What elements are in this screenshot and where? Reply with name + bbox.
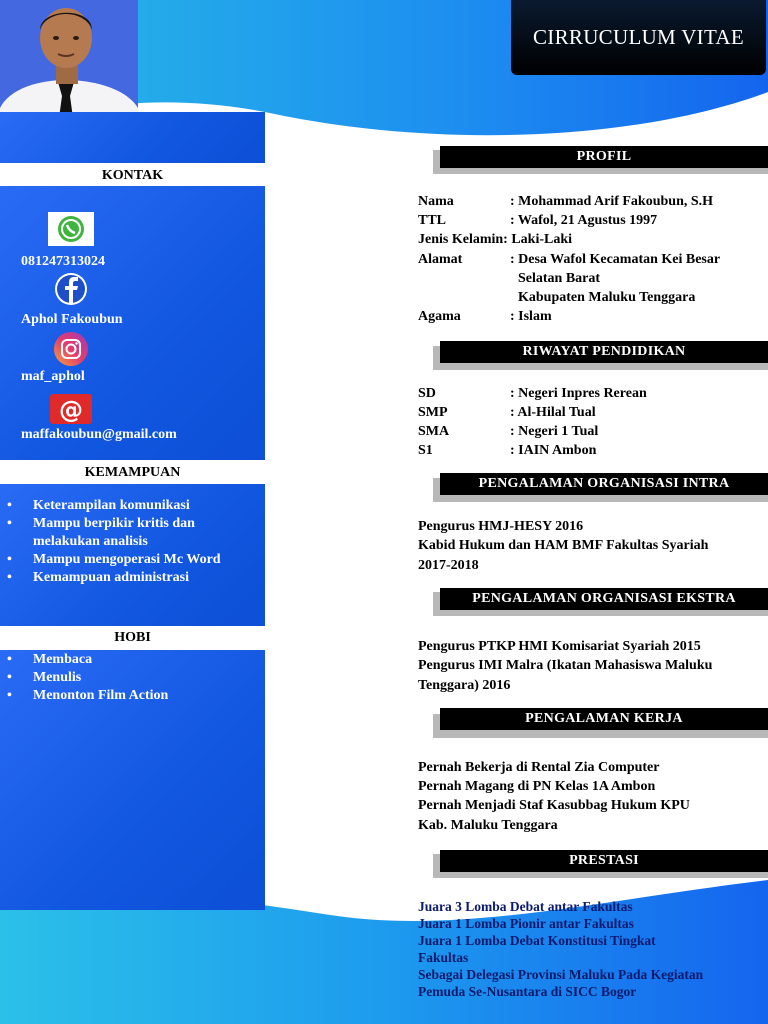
achievements-heading: PRESTASI (440, 850, 768, 872)
edu-level: SMA (418, 424, 450, 439)
email-icon (48, 392, 94, 426)
work-line: Pernah Bekerja di Rental Zia Computer (418, 760, 660, 775)
list-item: • Mampu berpikir kritis dan (0, 515, 221, 533)
skills-heading: KEMAMPUAN (84, 465, 181, 480)
work-line: Kab. Maluku Tenggara (418, 818, 558, 833)
instagram-handle[interactable]: maf_aphol (21, 369, 85, 384)
org-intra-line: Pengurus HMJ-HESY 2016 (418, 519, 584, 534)
org-intra-line: Kabid Hukum dan HAM BMF Fakultas Syariah (418, 538, 709, 553)
list-item-continuation: melakukan analisis (33, 534, 148, 549)
work-heading: PENGALAMAN KERJA (440, 708, 768, 730)
svg-text:@: @ (59, 396, 83, 424)
list-item: • Menonton Film Action (0, 687, 168, 705)
edu-school: : Negeri Inpres Rerean (510, 386, 647, 401)
whatsapp-icon (48, 212, 94, 246)
org-ekstra-line: Pengurus IMI Malra (Ikatan Mahasiswa Maluku (418, 658, 713, 673)
cv-title: CIRRUCULUM VITAE (511, 0, 766, 75)
work-line: Pernah Menjadi Staf Kasubbag Hukum KPU (418, 798, 690, 813)
achievement-line: Sebagai Delegasi Provinsi Maluku Pada Kegiatan (418, 967, 704, 982)
achievement-line: Juara 1 Lomba Debat Konstitusi Tingkat (418, 933, 656, 948)
skills-list (0, 497, 221, 587)
org-ekstra-heading: PENGALAMAN ORGANISASI EKSTRA (440, 588, 768, 610)
name-label: Nama (418, 194, 454, 209)
work-line: Pernah Magang di PN Kelas 1A Ambon (418, 779, 656, 794)
list-item (0, 533, 221, 551)
org-intra-line: 2017-2018 (418, 558, 479, 573)
edu-level: S1 (418, 443, 433, 458)
education-heading: RIWAYAT PENDIDIKAN (440, 341, 768, 363)
achievement-line: Fakultas (418, 950, 469, 965)
hobbies-list (0, 651, 168, 705)
gender-row: Jenis Kelamin: Laki-Laki (418, 232, 573, 247)
edu-school: : Al-Hilal Tual (510, 405, 596, 420)
list-item: • Mampu mengoperasi Mc Word (0, 551, 221, 569)
achievements-list (418, 898, 703, 1000)
achievement-line: Juara 1 Lomba Pionir antar Fakultas (418, 916, 634, 931)
org-intra-heading: PENGALAMAN ORGANISASI INTRA (440, 473, 768, 495)
list-item: • Membaca (0, 651, 168, 669)
profile-heading: PROFIL (440, 146, 768, 168)
email-address[interactable]: maffakoubun@gmail.com (21, 427, 177, 442)
address-label: Alamat (418, 252, 463, 267)
list-item: • Keterampilan komunikasi (0, 497, 221, 515)
religion-value: : Islam (510, 309, 552, 324)
edu-level: SMP (418, 405, 448, 420)
contact-heading: KONTAK (101, 168, 164, 183)
ttl-value: : Wafol, 21 Agustus 1997 (510, 213, 658, 228)
religion-label: Agama (418, 309, 461, 324)
instagram-icon (48, 332, 94, 366)
achievement-line: Pemuda Se-Nusantara di SICC Bogor (418, 984, 637, 999)
list-item: • Menulis (0, 669, 168, 687)
address-line-3: Kabupaten Maluku Tenggara (518, 290, 696, 305)
achievement-line: Juara 3 Lomba Debat antar Fakultas (418, 899, 633, 914)
address-line-1: : Desa Wafol Kecamatan Kei Besar (510, 252, 721, 267)
org-ekstra-line: Tenggara) 2016 (418, 678, 511, 693)
edu-school: : IAIN Ambon (510, 443, 597, 458)
facebook-icon (48, 272, 94, 306)
address-line-2: Selatan Barat (518, 271, 601, 286)
ttl-label: TTL (418, 213, 447, 228)
phone-number[interactable]: 081247313024 (21, 254, 105, 269)
edu-school: : Negeri 1 Tual (510, 424, 599, 439)
left-top-panel (0, 112, 265, 163)
hobbies-heading: HOBI (114, 630, 151, 645)
org-ekstra-line: Pengurus PTKP HMI Komisariat Syariah 2015 (418, 639, 701, 654)
list-item: • Kemampuan administrasi (0, 569, 221, 587)
hobbies-panel (0, 650, 265, 910)
facebook-name[interactable]: Aphol Fakoubun (21, 312, 123, 327)
name-value: : Mohammad Arif Fakoubun, S.H (510, 194, 714, 209)
edu-level: SD (418, 386, 436, 401)
skills-panel (0, 484, 265, 626)
